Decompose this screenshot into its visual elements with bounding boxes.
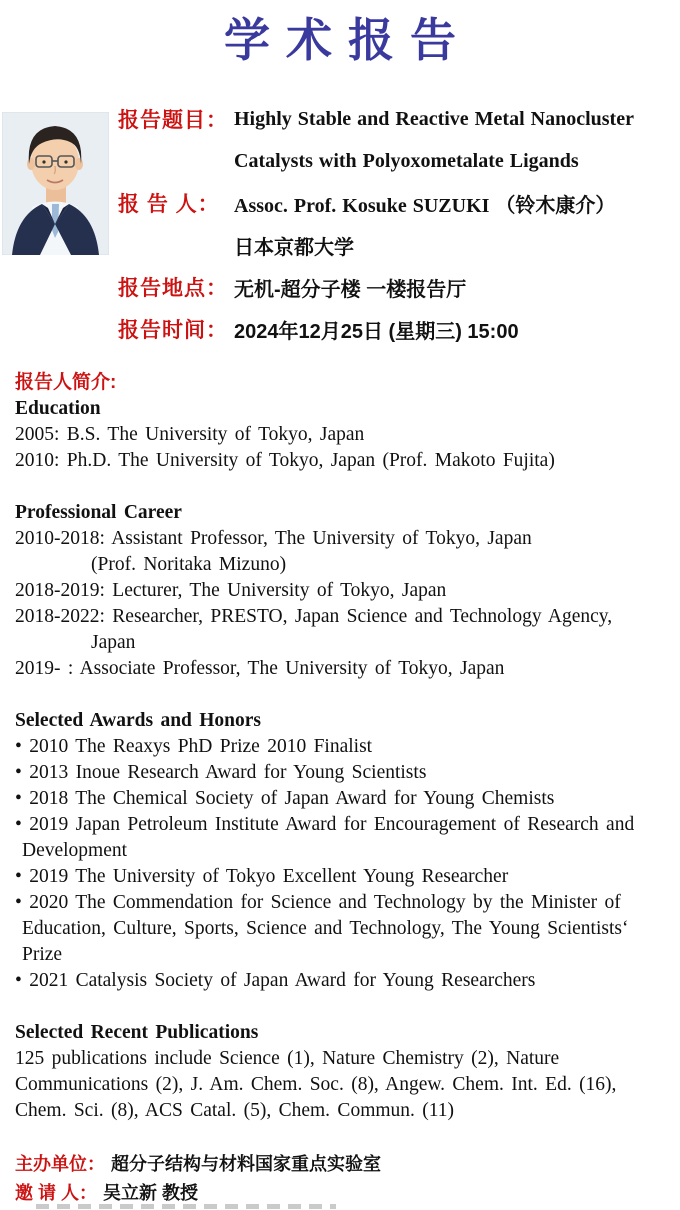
venue-label: 报告地点： [118,277,228,300]
publications-line: Communications (2), J. Am. Chem. Soc. (8), Angew. Chem. Int. Ed. (16), [15,1074,617,1095]
host-value: 超分子结构与材料国家重点实验室 [111,1154,381,1174]
speaker-affiliation: 日本京都大学 [234,236,354,259]
spacer-cell [118,140,234,182]
award-item: • 2019 The University of Tokyo Excellent Young Researcher [15,866,509,887]
career-line: 2018-2019: Lecturer, The University of Tokyo, Japan [15,580,447,601]
award-item: • 2020 The Commendation for Science and Technology by the Minister of [15,892,621,913]
career-line: Japan [91,632,136,653]
topic-line2: Catalysts with Polyoxometalate Ligands [234,149,579,172]
inviter-label: 邀 请 人： [15,1183,98,1203]
time-label: 报告时间： [118,319,228,342]
award-item-wrap: Development [22,840,128,861]
publications-heading: Selected Recent Publications [15,1022,259,1043]
career-line: 2019- : Associate Professor, The University of Tokyo, Japan [15,658,505,679]
page-title: 学术报告 [224,15,472,66]
education-heading: Education [15,398,101,419]
career-line: (Prof. Noritaka Mizuno) [91,554,287,575]
career-line: 2010-2018: Assistant Professor, The University of Tokyo, Japan [15,528,532,549]
spacer-cell [118,224,234,266]
award-item: • 2019 Japan Petroleum Institute Award for Encouragement of Research and [15,814,635,835]
host-label: 主办单位： [15,1154,105,1174]
award-item: • 2018 The Chemical Society of Japan Award for Young Chemists [15,788,555,809]
topic-line1: Highly Stable and Reactive Metal Nanocluster [234,107,634,130]
award-item-wrap: Education, Culture, Sports, Science and Technology, The Young Scientists‘ [22,918,629,939]
publications-line: Chem. Sci. (8), ACS Catal. (5), Chem. Commun. (11) [15,1100,455,1121]
clipped-text-remnant [36,1204,336,1209]
publications-line: 125 publications include Science (1), Nature Chemistry (2), Nature [15,1048,560,1069]
speaker-photo [2,112,109,255]
award-item-wrap: Prize [22,944,63,965]
career-line: 2018-2022: Researcher, PRESTO, Japan Science and Technology Agency, [15,606,613,627]
inviter-value: 吴立新 教授 [103,1183,199,1203]
award-item: • 2010 The Reaxys PhD Prize 2010 Finalist [15,736,373,757]
portrait-illustration [2,112,109,255]
bio-section [15,370,675,1124]
bio-section-label: 报告人简介: [15,372,117,393]
speaker-value: Assoc. Prof. Kosuke SUZUKI （铃木康介） [234,194,616,217]
venue-value: 无机-超分子楼 一楼报告厅 [234,278,467,301]
header-info [118,98,680,350]
topic-label: 报告题目： [118,109,228,132]
education-line: 2010: Ph.D. The University of Tokyo, Japan (Prof. Makoto Fujita) [15,450,555,471]
awards-heading: Selected Awards and Honors [15,710,262,731]
speaker-label: 报 告 人： [118,193,220,216]
award-item: • 2021 Catalysis Society of Japan Award for Young Researchers [15,970,536,991]
career-heading: Professional Career [15,502,182,523]
host-row [15,1150,675,1179]
time-value: 2024年12月25日 (星期三) 15:00 [234,320,519,343]
award-item: • 2013 Inoue Research Award for Young Scientists [15,762,427,783]
footer [15,1150,675,1208]
education-line: 2005: B.S. The University of Tokyo, Japan [15,424,365,445]
